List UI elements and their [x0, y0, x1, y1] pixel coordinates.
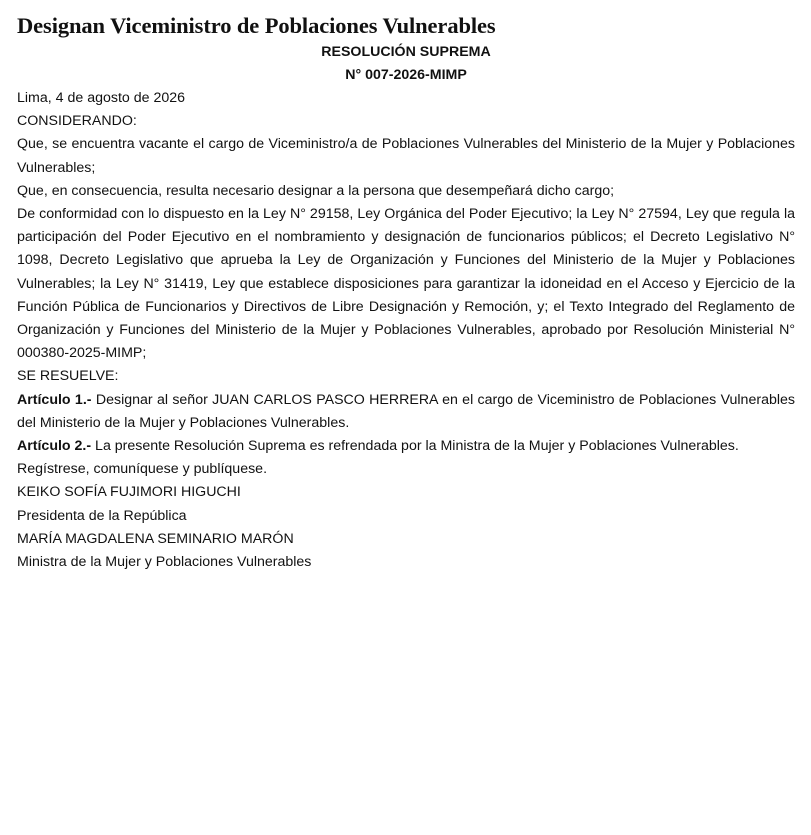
articulo-2-text: La presente Resolución Suprema es refrendada por la Ministra de la Mujer y Poblaciones Vulnerables.	[91, 438, 739, 455]
articulo-1-text: Designar al señor JUAN CARLOS PASCO HERRERA en el cargo de Viceministro de Poblaciones Vulnerables del Ministerio de la Mujer y Poblaciones Vulnerables.	[17, 391, 795, 431]
closing-line: Regístrese, comuníquese y publíquese.	[17, 461, 268, 478]
articulo-2	[17, 435, 795, 458]
considerando-heading: CONSIDERANDO:	[17, 113, 137, 130]
resolution-type: RESOLUCIÓN SUPREMA	[321, 44, 491, 60]
conformidad-paragraph: De conformidad con lo dispuesto en la Ley N° 29158, Ley Orgánica del Poder Ejecutivo; la Ley N° 27594, Ley que regula la participación del Poder Ejecutivo en el nombramiento y designación de funcionarios públicos; el Decreto Legislativo N° 1098, Decreto Legislativo que aprueba la Ley de Organización y Funciones del Ministerio de la Mujer y Poblaciones Vulnerables; la Ley N° 31419, Ley que establece disposiciones para garantizar la idoneidad en el Acceso y Ejercicio de la Función Pública de Funcionarios y Directivos de Libre Designación y Remoción, y; el Texto Integrado del Reglamento de Organización y Funciones del Ministerio de la Mujer y Poblaciones Vulnerables, aprobado por Resolución Ministerial N° 000380-2025-MIMP;	[17, 206, 795, 362]
resolution-number: N° 007-2026-MIMP	[345, 67, 467, 83]
se-resuelve-heading: SE RESUELVE:	[17, 368, 119, 385]
date-line: Lima, 4 de agosto de 2026	[17, 90, 186, 106]
articulo-2-label: Artículo 2.-	[17, 438, 92, 455]
signatory-1-name: KEIKO SOFÍA FUJIMORI HIGUCHI	[17, 484, 241, 501]
articulo-1	[17, 389, 795, 435]
signatory-1-role: Presidenta de la República	[17, 507, 187, 524]
articulo-1-label: Artículo 1.-	[17, 391, 92, 408]
considerando-paragraph-1: Que, se encuentra vacante el cargo de Viceministro/a de Poblaciones Vulnerables del Ministerio de la Mujer y Poblaciones Vulnerables;	[17, 136, 795, 176]
signatory-2-name: MARÍA MAGDALENA SEMINARIO MARÓN	[17, 530, 294, 547]
considerando-paragraph-2: Que, en consecuencia, resulta necesario designar a la persona que desempeñará dicho cargo;	[17, 182, 615, 199]
document-page	[17, 11, 795, 574]
signatory-2-role: Ministra de la Mujer y Poblaciones Vulnerables	[17, 554, 312, 571]
document-title: Designan Viceministro de Poblaciones Vulnerables	[17, 13, 496, 38]
